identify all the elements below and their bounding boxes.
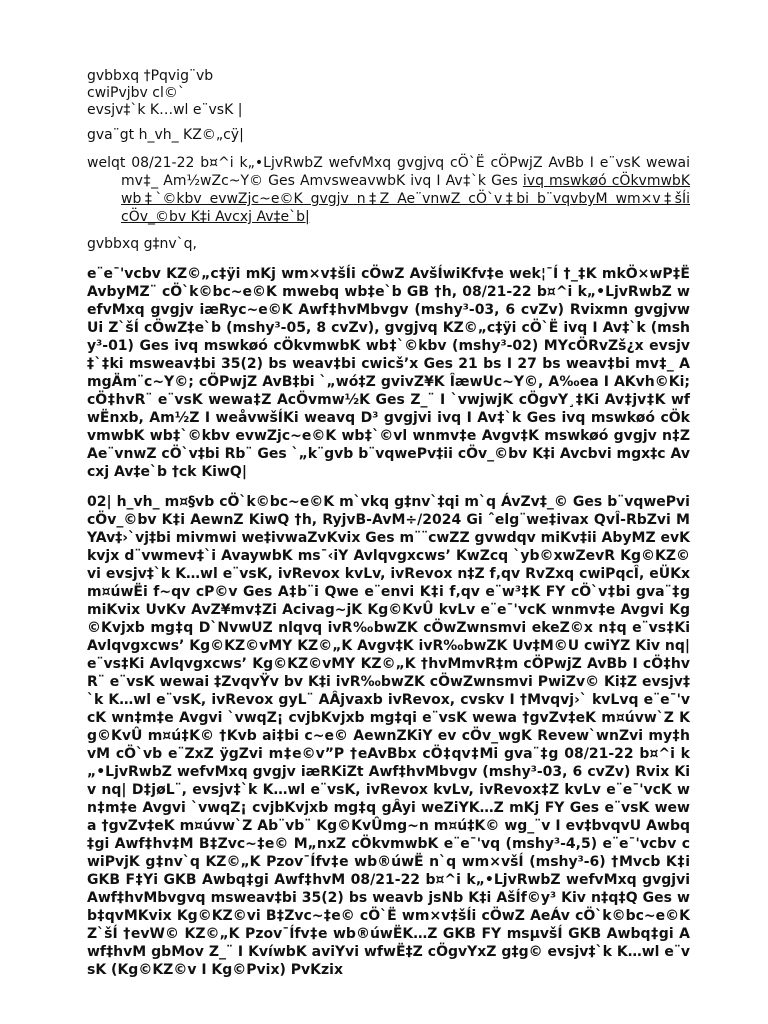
via-line: gva¨gt h_vh_ KZ©„cÿ| — [87, 127, 244, 143]
subject-underlined-text: ivq mswkøó cÖkvmwbK wb‡`©kbv evwZjc~e©K gvgjv n‡Z Ae¨vnwZ cÖ`v‡bi b¨vqvbyM wm×v‡šÍi cÖv_©bv K‡i Avcxj Av‡e`b| — [121, 173, 690, 225]
letter-page — [87, 68, 690, 979]
salutation: gvbbxq g‡nv`q, — [87, 236, 197, 252]
body-paragraph-2: 02| h_vh_ m¤§vb cÖ`k©bc~e©K m`vkq g‡nv`‡qi m`q ÁvZv‡_© Ges b¨vqwePvi cÖv_©bv K‡i AewnZ KiwQ †h, RyjvB-AvM÷/2024 Gi ˆelg¨we‡ivax QvÎ-RbZvi MYAv‡›`vj‡bi mivmwi we‡ivwaZvKvix Ges m¨¨cwZZ gvwdqv miKv‡ii AbyMZ evKkvjx d¨vwmev‡`i AvaywbK ms¯‹iY Avlqvgxcws’ KwZcq `yb©xwZevR Kg©KZ©vi evsjv‡`k K…wl e¨vsK, ivRevox kvLv, ivRevox n‡Z f‚qv RvZxq cwiPqcÎ, eÜKx m¤úwËi f~qv cP©v Ges A‡b¨i Qwe e¨envi K‡i f‚qv e¨w³‡K FY cÖ`v‡bi gva¨‡g miKvix UvKv AvZ¥mv‡Zi Acivag~jK Kg©KvÛ kvLv e¨e¯'vcK wnmv‡e Avgvi Kg©Kvjxb mg‡q D`NvwUZ nlqvq ivR‰bwZK cÖwZwnsmvi ekeZ©x n‡q e¨vs‡Ki Avlqvgxcws’ Kg©KZ©vMY KZ©„K Avgv‡K ivR‰bwZK Uv‡M©U cwiYZ Kiv nq| e¨vs‡Ki Avlqvgxcws’ Kg©KZ©vMY KZ©„K †hvMmvR‡m cÖPwjZ AvBb I cÖ‡hvR¨ e¨vsK wewai ‡ZvqvŸv bv K‡i ivR‰bwZK cÖwZwnsmvi PwiZv© Ki‡Z evsjv‡`k K…wl e¨vsK, ivRevox gyL¨ AÂjvaxb ivRevox, cvskv I †Mvqvj›` kvLvq e¨e¯'vcK wn‡m‡e Avgvi `vwqZ¡ cvjbKvjxb mg‡qi e¨vsK wewa †gvZv‡eK m¤úvw`Z Kg©KvÛ m¤ú‡K© †Kvb ai‡bi c~e© AewnZKiY ev cÖv_wgK Revew`wnZvi my‡hvM cÖ`vb e¨ZxZ ÿgZvi m‡e©v”P †eAvBbx cÖ‡qv‡Mi gva¨‡g 08/21-22 b¤^i k„•LjvRwbZ wefvMxq gvgjv iæRKiZt Awf‡hvMbvgv (mshy³-03, 6 cvZv) Rvix Kiv nq| D‡jøL¨, evsjv‡`k K…wl e¨vsK, ivRevox kvLv, ivRevox‡Z kvLv e¨e¯'vcK wn‡m‡e Avgvi `vwqZ¡ cvjbKvjxb mg‡q gÂyi weZiYK…Z mKj FY Ges e¨vsK wewa †gvZv‡eK m¤úvw`Z Ab¨vb¨ Kg©KvÛmg~n m¤ú‡K© wg_¨v I ev‡bvqvU Awbq‡gi Awf‡hv‡M B‡Zvc~‡e© M„nxZ cÖkvmwbK e¨e¯'vq (mshy³-4,5) e¨e¯'vcbv cwiPvjK g‡nv`q KZ©„K Pzov¯Ífv‡e wb®úwË n`q wm×všÍ (mshy³-6) †Mvcb K‡i GKB F‡Yi GKB Awbq‡gi Awf‡hvM 08/21-22 b¤^i k„•LjvRwbZ wefvMxq gvgjvi Awf‡hvMbvgvq msweav‡bi 35(2) bs weavb jsNb K‡i AšÍf©y³ Kiv n‡q‡Q Ges wb‡qvMKvix Kg©KZ©vi B‡Zvc~‡e© cÖ`Ë wm×v‡šÍi cÖwZ AeÁv cÖ`k©bc~e©K Z`šÍ †evW© KZ©„K Pzov¯Ífv‡e wb®úwËK…Z GKB FY msµvšÍ GKB Awbq‡gi Awf‡hvM gbMov Z_¨ I KvíwbK aviYvi wfwË‡Z cÖgvYxZ g‡g© evsjv‡`k K…wl e¨vsK (Kg©KZ©v I Kg©Pvix) PvKzix — [87, 494, 690, 978]
subject-text: welqt 08/21-22 b¤^i k„•LjvRwbZ wefvMxq gvgjvq cÖ`Ë cÖPwjZ AvBb I e¨vsK wewai mv‡_ Am½wZc~Y© Ges AmvsweavwbK ivq I Av‡`k Ges — [87, 155, 690, 189]
recipient-board: cwiPvjbv cl©` — [87, 85, 185, 101]
body-paragraph-1: e¨e¯'vcbv KZ©„c‡ÿi mKj wm×v‡šÍi cÖwZ AvšÍwiKfv‡e wek¦¯Í †_‡K mkÖ×wP‡Ë AvbyMZ¨ cÖ`k©bc~e©K mwebq wb‡e`b GB †h, 08/21-22 b¤^i k„•LjvRwbZ wefvMxq gvgjv iæRyc~e©K Awf‡hvMbvgv (mshy³-03, 6 cvZv) Rvixmn gvgjvwUi Z`šÍ cÖwZ‡e`b (mshy³-05, 8 cvZv), gvgjvq KZ©„c‡ÿi cÖ`Ë ivq I Av‡`k (mshy³-01) Ges ivq mswkøó cÖkvmwbK wb‡`©kbv (mshy³-02) MYcÖRvZš¿x evsjv‡`‡ki msweav‡bi 35(2) bs weav‡bi cwicš’x Ges 21 bs I 27 bs weav‡bi mv‡_ AmgÄm¨c~Y©; cÖPwjZ AvB‡bi `„wó‡Z gvivZ¥K ÎæwUc~Y©, A‰ea I AKvh©Ki; cÖ‡hvR¨ e¨vsK wewa‡Z AcÖvmw½K Ges Z_¨ I `vwjwjK cÖgvY¸‡Ki Av‡jv‡K wfwËnxb, Am½Z I weåvwšÍKi weavq D³ gvgjvi ivq I Av‡`k Ges ivq mswkøó cÖkvmwbK wb‡`©kbv evwZjc~e©K wb‡`©vl wnmv‡e Avgv‡K mswkøó gvgjv n‡Z Ae¨vnwZ cÖ`v‡bi Rb¨ Ges `„k¨gvb b¨vqwePv‡ii cÖv_©bv K‡i Avcbvi mgx‡c Avcxj Av‡e`b †ck KiwQ| — [87, 266, 690, 480]
subject-paragraph — [87, 154, 690, 226]
recipient-title: gvbbxq †Pqvig¨vb — [87, 68, 214, 84]
recipient-bank: evsjv‡`k K…wl e¨vsK | — [87, 102, 243, 118]
